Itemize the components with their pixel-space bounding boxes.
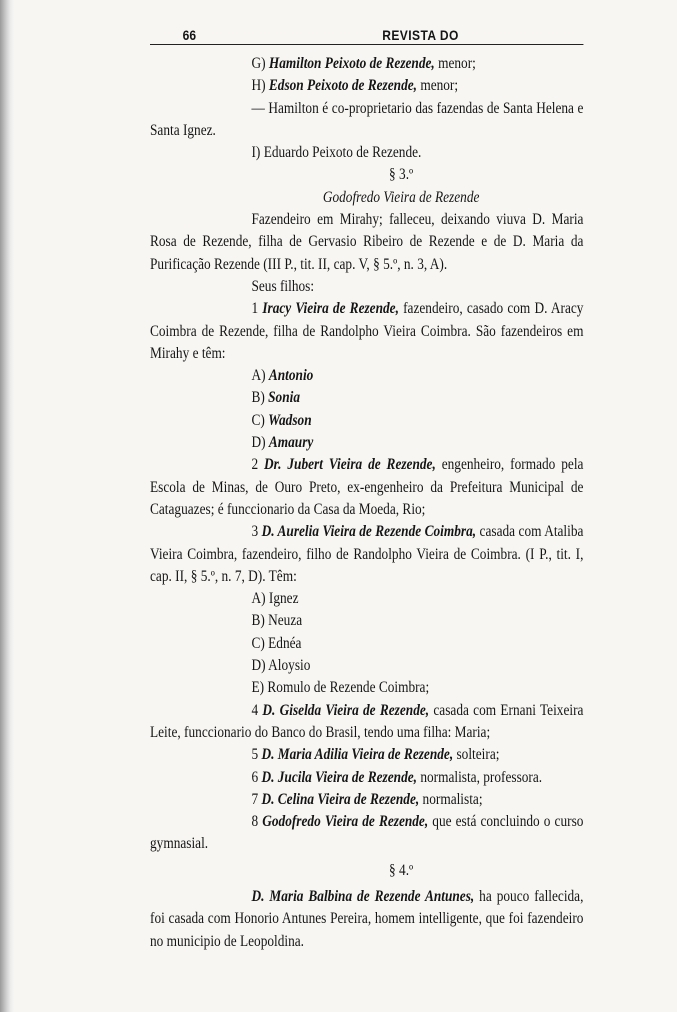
child-4: 4 D. Giselda Vieira de Rezende, casada com Ernani Teixeira Leite, funccionario do Banco do Brasil, tendo uma filha: Maria; <box>150 701 584 741</box>
grandchild-entry: A) Antonio <box>251 367 314 385</box>
page-header <box>150 22 583 45</box>
book-page <box>150 22 583 1002</box>
grandchild-entry: B) Sonia <box>251 389 301 407</box>
child-7: 7 D. Celina Vieira de Rezende, normalista; <box>251 790 483 808</box>
child-3: 3 D. Aurelia Vieira de Rezende Coimbra, casada com Ataliba Vieira Coimbra, fazendeiro, filho de Randolpho Vieira de Coimbra. (I P., tit. I, cap. II, § 5.º, n. 7, D). Têm: <box>150 523 584 585</box>
grandchild-entry: D) Aloysio <box>251 657 311 675</box>
grandchild-entry: E) Romulo de Rezende Coimbra; <box>251 679 430 697</box>
child-5: 5 D. Maria Adilia Vieira de Rezende, solteira; <box>251 746 500 764</box>
grandchild-entry: B) Neuza <box>251 612 303 630</box>
entry-g: G) Hamilton Peixoto de Rezende, menor; <box>251 55 476 72</box>
seus-filhos: Seus filhos: <box>251 277 315 295</box>
grandchild-entry: C) Ednéa <box>251 634 302 652</box>
balbina-paragraph: D. Maria Balbina de Rezende Antunes, ha pouco fallecida, foi casada com Honorio Antunes Pereira, homem intelligente, que foi fazendeiro no municipio de Leopoldina. <box>150 887 584 950</box>
grandchild-entry: A) Ignez <box>251 590 299 608</box>
hamilton-note: — Hamilton é co-proprietario das fazendas de Santa Helena e Santa Ignez. <box>150 99 584 139</box>
grandchild-entry: D) Amaury <box>251 434 314 452</box>
entry-i: I) Eduardo Peixoto de Rezende. <box>251 144 422 162</box>
running-title: REVISTA DO <box>382 27 459 43</box>
book-spine-shadow <box>0 0 14 1012</box>
child-6: 6 D. Jucila Vieira de Rezende, normalista, professora. <box>251 768 543 786</box>
godofredo-paragraph: Fazendeiro em Mirahy; falleceu, deixando viuva D. Maria Rosa de Rezende, filha de Gervasio Ribeiro de Rezende e de D. Maria da Purificação Rezende (III P., tit. II, cap. V, § 5.º, n. 3, A). <box>150 211 584 273</box>
section-4-heading: § 4.º <box>389 861 414 879</box>
child-1: 1 Iracy Vieira de Rezende, fazendeiro, casado com D. Aracy Coimbra de Rezende, filha de Randolpho Vieira Coimbra. São fazendeiros em Mirahy e têm: <box>150 300 584 362</box>
page-number: 66 <box>182 27 197 43</box>
section-3-heading: § 3.º <box>389 166 414 184</box>
godofredo-title: Godofredo Vieira de Rezende <box>322 188 480 206</box>
child-8: 8 Godofredo Vieira de Rezende, que está concluindo o curso gymnasial. <box>150 813 584 853</box>
child-2: 2 Dr. Jubert Vieira de Rezende, engenheiro, formado pela Escola de Minas, de Ouro Preto, ex-engenheiro da Prefeitura Municipal de Cataguazes; é funccionario da Casa da Moeda, Rio; <box>150 456 584 518</box>
grandchild-entry: C) Wadson <box>251 411 312 429</box>
entry-h: H) Edson Peixoto de Rezende, menor; <box>251 77 459 95</box>
